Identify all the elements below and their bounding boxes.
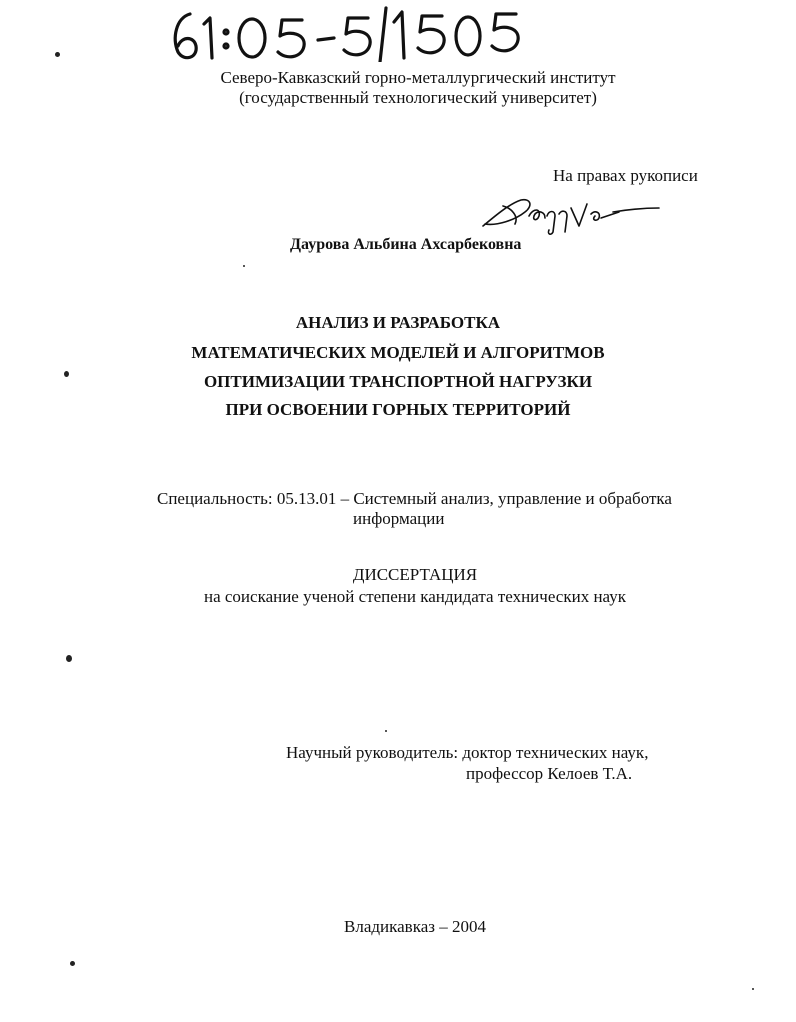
- title-line: ОПТИМИЗАЦИИ ТРАНСПОРТНОЙ НАГРУЗКИ: [203, 372, 593, 391]
- advisor-name: профессор Келоев Т.А.: [466, 764, 633, 783]
- title-line: АНАЛИЗ И РАЗРАБОТКА: [295, 313, 501, 332]
- handwritten-signature: [475, 186, 665, 238]
- scan-speck: [66, 655, 72, 662]
- document-type: ДИССЕРТАЦИЯ: [352, 565, 478, 584]
- stamp-number-drawing: [160, 2, 540, 62]
- signature-drawing: [475, 186, 665, 238]
- institute-name: Северо-Кавказский горно-металлургический институт: [220, 68, 616, 87]
- scan-speck: [243, 265, 245, 267]
- scan-speck: [64, 371, 69, 377]
- handwritten-stamp-number: [160, 2, 540, 62]
- specialty-line: Специальность: 05.13.01 – Системный анализ, управление и обработка: [157, 489, 672, 508]
- city-year: Владикавказ – 2004: [344, 917, 486, 936]
- manuscript-note: На правах рукописи: [553, 166, 698, 185]
- scan-speck: [752, 988, 754, 990]
- scan-speck: [55, 52, 60, 57]
- degree-line: на соискание ученой степени кандидата технических наук: [203, 587, 626, 606]
- title-line: ПРИ ОСВОЕНИИ ГОРНЫХ ТЕРРИТОРИЙ: [225, 400, 571, 419]
- advisor-line: Научный руководитель: доктор технических наук,: [286, 743, 649, 762]
- scan-speck: [385, 730, 387, 732]
- author-name: Даурова Альбина Ахсарбековна: [290, 236, 522, 253]
- specialty-line-continued: информации: [353, 509, 445, 528]
- institute-subtitle: (государственный технологический университет): [239, 88, 597, 107]
- title-line: МАТЕМАТИЧЕСКИХ МОДЕЛЕЙ И АЛГОРИТМОВ: [191, 343, 605, 362]
- scan-speck: [70, 961, 75, 966]
